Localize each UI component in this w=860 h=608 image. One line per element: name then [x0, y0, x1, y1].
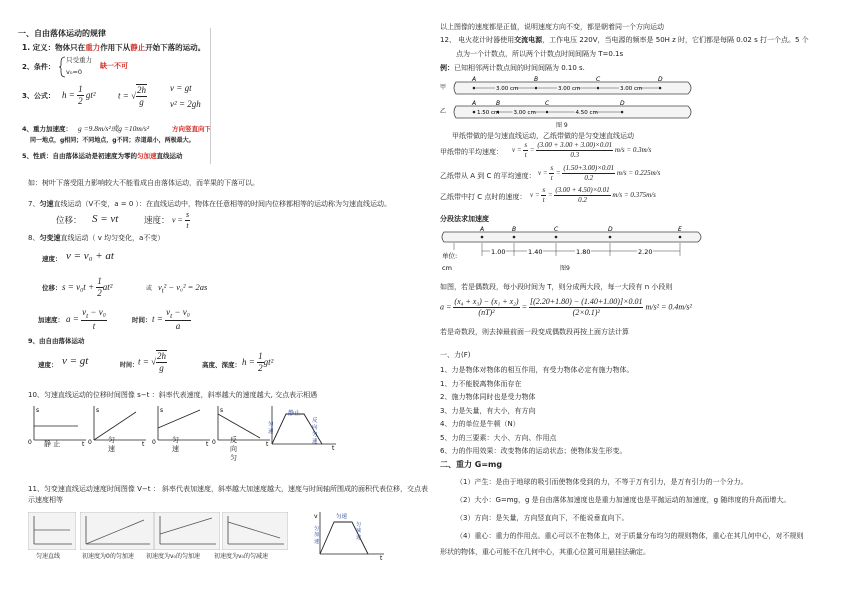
tape-a-value: 3.00 cm — [558, 86, 581, 92]
calc-b-formula: v = $\frac{s}{t}$ = $\frac{(1.50+3.00)\times 0.01}{0.2}$ m/s = 0.225m/s — [538, 164, 661, 182]
segment-odd-note: 若是奇数段，则去掉最前面一段变成偶数段再按上面方法计算 — [440, 328, 629, 336]
segment-tape-value: 1.40 — [528, 248, 543, 256]
condition-missing-note: 缺一不可 — [100, 62, 128, 70]
tape-a-point — [473, 87, 476, 90]
segment-tape-point-label: C — [554, 226, 559, 233]
svg-text:t: t — [142, 441, 145, 446]
s-t-graph-static-label: 静 止 — [44, 440, 61, 448]
segment-tape-point-label: D — [608, 226, 613, 233]
s9-time-label: 时间： — [120, 362, 139, 369]
segment-tape-point — [513, 236, 516, 239]
force-title: 一、力(F) — [440, 351, 471, 359]
s9-height: h = $\frac{1}{2}$ gt² — [242, 351, 274, 374]
gravity-item-4: （4）重心：重力的作用点。重心可以不在物体上，对于质量分布均匀的规则物体，重心在其几何中心，对不规则 — [456, 532, 804, 540]
leaf-note: 如：树叶下落受阻力影响较大不能看成自由落体运动，而苹果的下落可以。 — [28, 179, 259, 187]
s-t-graph-uniform-1 — [88, 404, 148, 446]
segment-tape-point-label: E — [678, 226, 682, 233]
v-t-graph-accel-v0 — [154, 512, 220, 550]
section10-title: 10、匀速直线运动的位移时间图像 s−t ：斜率代表速度，斜率越大的速度越大, 交点表示相遇 — [28, 391, 318, 399]
force-item: 6、力的作用效果：改变物体的运动状态；使物体发生形变。 — [440, 447, 627, 455]
svg-text:s: s — [220, 407, 224, 414]
svg-text:s: s — [96, 407, 100, 414]
segment-tape — [440, 226, 710, 274]
example-line: 例：已知相邻两计数点间的时间间隔为 0.10 s. — [440, 64, 585, 72]
segment-tape-value: 1.00 — [491, 248, 506, 256]
s8-displacement-2: $v_t^2 - v_0^2 = 2as$ — [158, 282, 208, 295]
formula-h: h = $\frac{1}{2}$ gt² — [62, 84, 96, 107]
segment-figure-caption: 图9 — [560, 265, 570, 272]
segment-tape-unit-cm: cm — [442, 264, 452, 272]
s8-time: t = $\frac{v_t - v_0}{a}$ — [152, 307, 190, 332]
section11-title: 11、匀变速直线运动速度时间图像 V−t ： 斜率代表加速度，斜率越大加速度越大，速度与时间轴所围成的面积代表位移，交点表示速度相等 — [28, 485, 428, 504]
svg-text:0: 0 — [28, 439, 32, 446]
svg-text:v: v — [314, 513, 318, 520]
s9-velocity-label: 速度： — [38, 361, 58, 369]
calc-c-label: 乙纸带中打 C 点时的速度： — [440, 193, 527, 201]
svg-text:t: t — [206, 441, 209, 446]
s9-time: t = √ $\frac{2h}{g}$ — [138, 351, 167, 374]
s-t-graph-uniform-2-label: 匀 速 — [172, 436, 179, 453]
svg-text:s: s — [160, 407, 164, 414]
gravity-item-3: （3）方向：是矢量，方向竖直向下，不能说垂直向下。 — [456, 514, 629, 522]
s-t-combined-static: 静止 — [288, 410, 301, 417]
s8-accel: a = $\frac{v_t - v_0}{t}$ — [66, 307, 106, 332]
svg-text:s: s — [36, 407, 40, 414]
tape-a-value: 3.00 cm — [620, 86, 643, 92]
s-t-graph-reverse-label: 反 向 匀 — [230, 436, 237, 462]
s-t-combined-reverse: 反向匀速 — [312, 418, 318, 445]
tape-b-point-label: C — [545, 100, 550, 107]
tape-a-label: 甲 — [440, 84, 447, 91]
section1-title: 一、自由落体运动的规律 — [18, 29, 106, 38]
s8-accel-label: 加速度： — [38, 316, 64, 324]
segment-tape-point — [555, 236, 558, 239]
v-t-combined-accel: 匀加速 — [314, 526, 320, 545]
s8-displacement-label: 位移： — [42, 284, 62, 292]
segment-tape-point-label: B — [512, 226, 517, 233]
s-t-graph-combined — [266, 404, 340, 452]
v-t-decel-caption: 初速度为v₀的匀减速 — [214, 553, 268, 560]
svg-text:0: 0 — [212, 439, 216, 446]
s-t-graph-uniform-2 — [152, 404, 212, 446]
segment-tape-point — [679, 236, 682, 239]
svg-text:t: t — [82, 441, 85, 446]
tape-a-point — [597, 87, 600, 90]
intro-line: 以上图像的速度都是正值，说明速度方向不变，都是朝着同一个方向运动 — [440, 23, 664, 31]
segment-tape-unit: 单位: — [442, 252, 458, 260]
gravity-direction: 方向竖直向下 — [172, 125, 211, 133]
tape-b-point — [546, 111, 549, 114]
v-t-graph-accel-zero — [80, 512, 154, 550]
segment-formula: a = $\frac{\text{(x₄ + x₃) − (x₁ + x₂)}}{\text{(nT)²}}$ = $\frac{[(2.20+1.80) - (1.40+1.00)]\times 0.01}{\text{(2×0.1)²}}$ m/s² = 0.4m/s² — [440, 297, 692, 317]
tape-a-point-label: D — [658, 76, 663, 83]
gravity-note: 同一地点，g相同；不同地点，g不同；赤道最小，两极最大。 — [30, 137, 195, 144]
force-item: 1、力不能脱离物体而存在 — [440, 379, 522, 388]
force-item: 4、力的单位是牛顿（N） — [440, 420, 520, 428]
calc-c-formula: v = $\frac{s}{t}$ = $\frac{(3.00 + 4.50)\times 0.01}{0.2}$ m/s = 0.375m/s — [530, 186, 656, 204]
tape-a-point-label: A — [472, 76, 477, 83]
v-t-combined-decel: 匀减速 — [356, 522, 362, 541]
gravity-accel-label: 4、重力加速度： — [22, 125, 73, 133]
segment-tape-point — [481, 236, 484, 239]
condition-2: v₀=0 — [66, 68, 83, 76]
v-t-accel-zero-caption: 初速度为0的匀加速 — [82, 553, 134, 560]
s-t-graph-reverse — [212, 404, 272, 446]
gravity-accel-value: g =9.8m/s²或g =10m/s² — [78, 124, 150, 133]
condition-brace — [58, 56, 66, 78]
v-t-graph-decel — [222, 512, 288, 550]
s8-displacement: s = v₀t + $\frac{1}{2}$ at² — [62, 276, 113, 299]
tape-b-point-label: A — [472, 100, 477, 107]
tape-a — [452, 76, 698, 100]
segment-text: 如图，若是偶数段，每小段时间为 T，则分成两大段，每一大段有 n 小段则 — [440, 283, 673, 291]
segment-method-title: 分段法求加速度 — [440, 215, 489, 223]
s9-height-label: 高度、深度： — [202, 361, 241, 369]
s8-or: 或 — [146, 285, 153, 292]
section9-title: 9、由自由落体运动 — [28, 337, 85, 345]
svg-text:t: t — [266, 441, 269, 446]
formula-t: t = √ $\frac{2h}{g}$ — [118, 85, 147, 108]
calc-b-label: 乙纸带从 A 到 C 的平均速度： — [440, 172, 536, 180]
svg-text:0: 0 — [152, 439, 156, 446]
q12-line1: 12、 电火花计时器使用交流电源，工作电压 220V，当电源的频率是 50H z 时，它们都是每隔 0.02 s 打一个点。5 个 — [440, 36, 809, 44]
property-line: 5、性质：自由落体运动是初速度为零的匀加速直线运动 — [22, 152, 183, 160]
tape-b-value: 4.50 cm — [575, 110, 598, 116]
s-t-graph-uniform-1-label: 匀 速 — [108, 436, 115, 453]
tape-a-value: 3.00 cm — [496, 86, 519, 92]
tape-b — [452, 100, 698, 124]
v-t-graph-uniform — [28, 512, 76, 550]
gravity-item-2: （2）大小：G=mg，g 是自由落体加速度也是重力加速度也是平抛运动的加速度，g 随纬度的升高而增大。 — [456, 496, 791, 504]
s7-displacement-label: 位移： — [56, 216, 82, 226]
force-item: 1、力是物体对物体的相互作用，有受力物体必定有施力物体。 — [440, 366, 634, 374]
s8-velocity-label: 速度： — [42, 255, 62, 263]
formula-v2: v² = 2gh — [170, 99, 201, 109]
section1-border — [210, 28, 211, 164]
v-t-uniform-caption: 匀速直线 — [36, 553, 61, 560]
segment-tape-value: 1.80 — [576, 248, 591, 256]
tape-b-point-label: B — [496, 100, 501, 107]
segment-tape-value: 2.20 — [638, 248, 653, 256]
force-list — [440, 364, 770, 459]
s-t-combined-uniform: 匀速 — [268, 422, 274, 435]
segment-tape-point — [609, 236, 612, 239]
calc-intro: 甲纸带做的是匀速直线运动，乙纸带做的是匀变速直线运动 — [452, 132, 634, 140]
section8-title: 8、匀变速直线运动（ v 均匀变化，a不变） — [28, 234, 165, 242]
formula-v: v = gt — [170, 83, 192, 93]
condition-1: 只受重力 — [66, 56, 92, 64]
s8-time-label: 时间： — [132, 316, 152, 324]
s9-velocity: v = gt — [62, 355, 89, 367]
segment-tape-point-label: A — [480, 226, 485, 233]
tape-figure-caption: 图 9 — [556, 122, 568, 129]
gravity-title: 二、重力 G=mg — [440, 460, 503, 469]
gravity-item-5: 形状的物体，重心可能不在几何中心，其重心位置可用悬挂法确定。 — [440, 548, 650, 556]
calc-a-label: 甲纸带的平均速度： — [440, 148, 503, 156]
section7-line: 7、匀速直线运动（V不变，a = 0 ）：在直线运动中，物体在任意相等的时间内位移都相等的运动称为匀速直线运动。 — [28, 200, 392, 208]
force-item: 2、施力物体同时也是受力物体 — [440, 393, 536, 401]
tape-b-point — [621, 111, 624, 114]
tape-a-point-label: B — [534, 76, 539, 83]
tape-a-point-label: C — [596, 76, 601, 83]
force-item: 5、力的三要素：大小、方向、作用点 — [440, 433, 557, 442]
v-t-graph-combined — [312, 510, 388, 560]
tape-a-point — [659, 87, 662, 90]
tape-b-label: 乙 — [440, 108, 447, 115]
q12-line2: 点为一个计数点，所以两个计数点时间间隔为 T=0.1s — [456, 50, 624, 58]
svg-text:t: t — [332, 445, 335, 452]
v-t-accel-v0-caption: 初速度为v₀的匀加速 — [146, 553, 200, 560]
svg-text:0: 0 — [88, 439, 92, 446]
v-t-combined-uniform: 匀速 — [336, 514, 348, 520]
s7-velocity: v = $\frac{s}{t}$ — [172, 210, 190, 230]
s7-displacement: S = vt — [92, 213, 119, 225]
definition-line: 1. 定义：物体只在重力作用下从静止开始下落的运动。 — [22, 43, 206, 52]
calc-a-formula: v = $\frac{s}{t}$ = $\frac{(3.00 + 3.00 + 3.00)\times 0.01}{0.3}$ m/s = 0.3m/s — [512, 141, 652, 159]
tape-a-point — [535, 87, 538, 90]
formula-label: 3、公式： — [22, 92, 55, 100]
tape-b-point — [473, 111, 476, 114]
tape-b-value: 3.00 cm — [513, 110, 536, 116]
s8-velocity: v = v₀ + at — [66, 250, 114, 262]
tape-b-value: 1.50 cm — [477, 110, 500, 116]
s7-velocity-label: 速度： — [144, 216, 170, 226]
tape-b-point-label: D — [620, 100, 625, 107]
gravity-item-1: （1）产生：是由于地球的吸引而使物体受到的力，不等于万有引力，是万有引力的一个分力。 — [456, 478, 748, 486]
force-item: 3、力是矢量，有大小，有方向 — [440, 406, 536, 415]
condition-label: 2、条件： — [22, 63, 55, 71]
svg-text:t: t — [380, 555, 383, 560]
